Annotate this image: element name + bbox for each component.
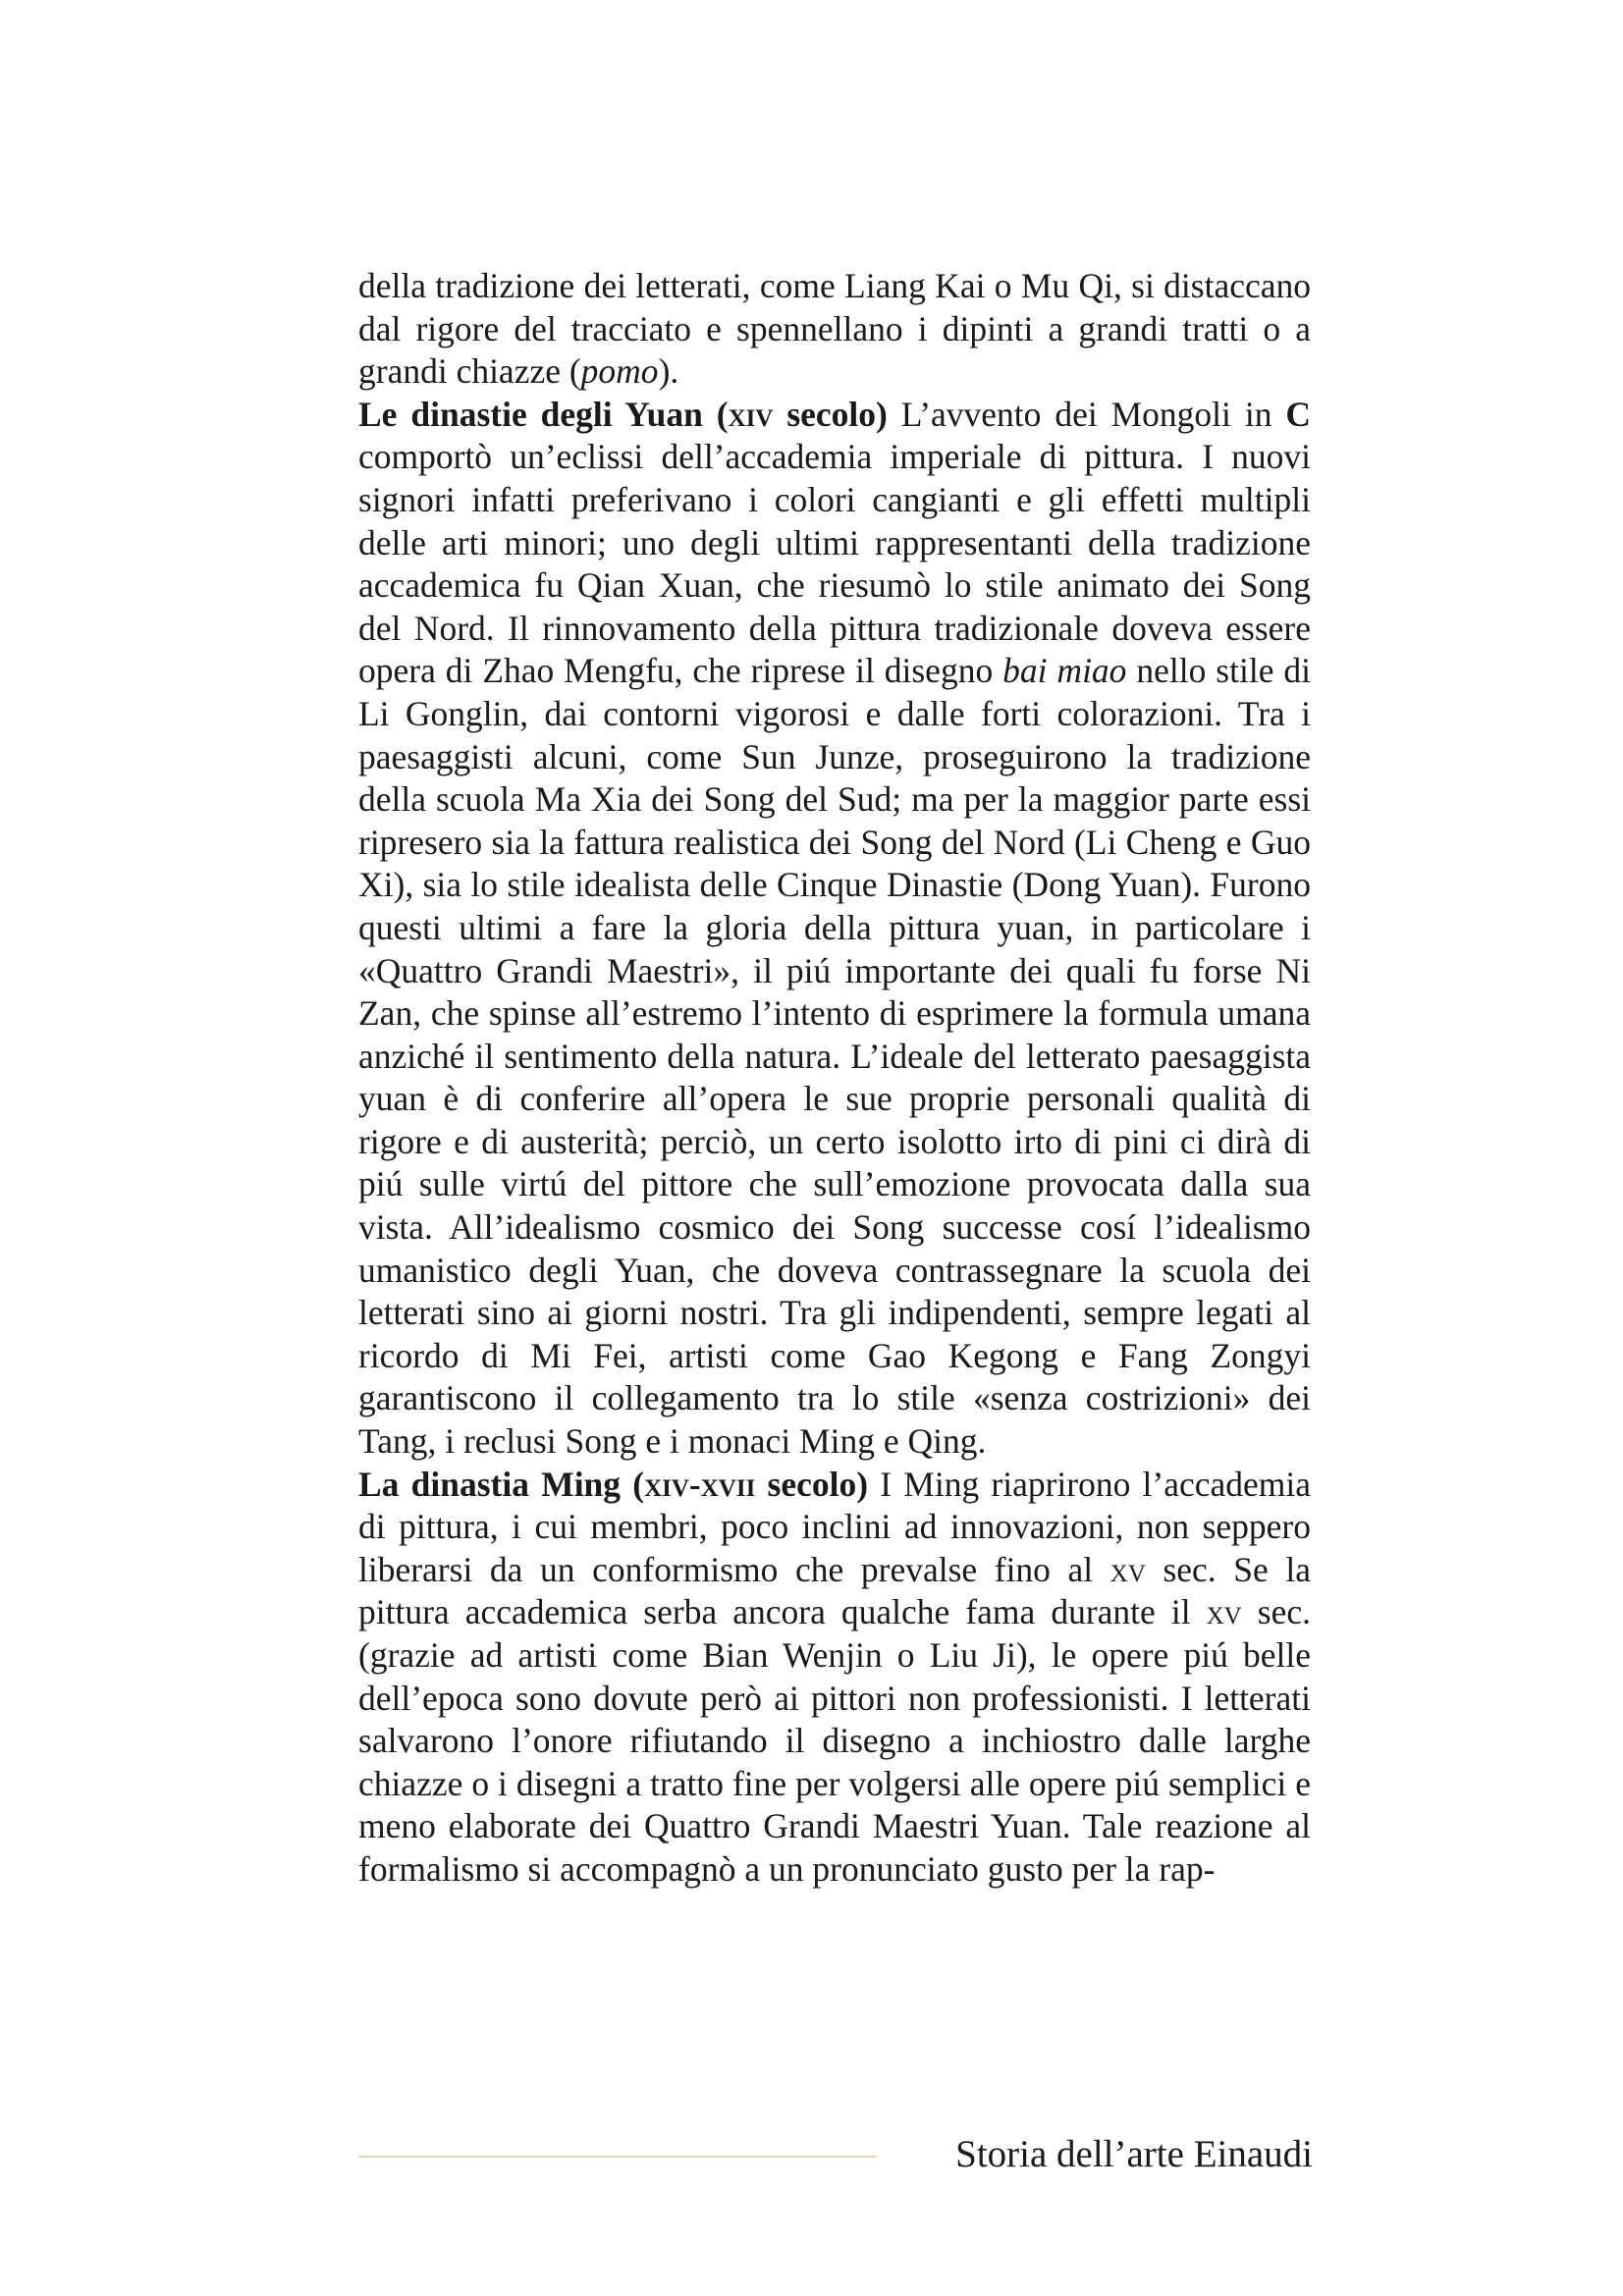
- paragraph-ming: [358, 1464, 1311, 1892]
- footer-rule: [358, 2156, 877, 2158]
- yuan-text: comportò un’eclissi dell’accademia imperiale di pittura. I nuovi signori infatti preferivano i colori cangianti e gli effetti multipli delle arti minori; uno degli ultimi rappresentanti della tradizione accademica fu Qian Xuan, che riesumò lo stile animato dei Song del Nord. Il rinnovamento della pittura tradizionale doveva essere opera di Zhao Mengfu, che riprese il disegno: [358, 437, 1311, 691]
- century-numeral: xv: [1109, 1549, 1146, 1589]
- century-numeral: xiv-xvii: [644, 1464, 756, 1504]
- section-heading-yuan: Le dinastie degli Yuan (xiv secolo): [358, 394, 888, 434]
- yuan-text: L’avvento dei Mongoli in: [887, 394, 1286, 434]
- paragraph-yuan: [358, 394, 1311, 1464]
- intro-italic-term: pomo: [580, 351, 659, 392]
- ming-text: sec. (grazie ad artisti come Bian Wenjin o Liu Ji), le opere piú belle dell’epoca sono dovute però ai pittori non professionisti. I letterati salvarono l’onore rifiutando il disegno a inchiostro dalle larghe chiazze o i disegni a tratto fine per volgersi alle opere piú semplici e meno elaborate dei Quattro Grandi Maestri Yuan. Tale reazione al formalismo si accompagnò a un pronunciato gusto per la rap-: [358, 1592, 1311, 1889]
- intro-text: della tradizione dei letterati, come Liang Kai o Mu Qi, si distaccano dal rigore del tracciato e spennellano i dipinti a grandi tratti o a grandi chiazze (: [358, 266, 1311, 392]
- footer-title: Storia dell’arte Einaudi: [955, 2133, 1313, 2175]
- yuan-italic-term: bai miao: [1002, 651, 1127, 691]
- century-numeral: xv: [1206, 1592, 1242, 1632]
- cross-reference-c: C: [1285, 394, 1311, 434]
- century-numeral: xiv: [728, 394, 774, 434]
- intro-text-end: ).: [658, 351, 679, 392]
- ming-text: sec. Se la pittura accademica serba ancora qualche fama durante il: [358, 1549, 1311, 1632]
- section-heading-ming: La dinastia Ming (xiv-xvii secolo): [358, 1464, 869, 1504]
- body-text: [358, 265, 1311, 1892]
- yuan-text: nello stile di Li Gonglin, dai contorni vigorosi e dalle forti colorazioni. Tra i paesaggisti alcuni, come Sun Junze, proseguirono la tradizione della scuola Ma Xia dei Song del Sud; ma per la maggior parte essi ripresero sia la fattura realistica dei Song del Nord (Li Cheng e Guo Xi), sia lo stile idealista delle Cinque Dinastie (Dong Yuan). Furono questi ultimi a fare la gloria della pittura yuan, in particolare i «Quattro Grandi Maestri», il piú importante dei quali fu forse Ni Zan, che spinse all’estremo l’intento di esprimere la formula umana anziché il sentimento della natura. L’ideale del letterato paesaggista yuan è di conferire all’opera le sue proprie personali qualità di rigore e di austerità; perciò, un certo isolotto irto di pini ci dirà di piú sulle virtú del pittore che sull’emozione provocata dalla sua vista. All’idealismo cosmico dei Song successe cosí l’idealismo umanistico degli Yuan, che doveva contrassegnare la scuola dei letterati sino ai giorni nostri. Tra gli indipendenti, sempre legati al ricordo di Mi Fei, artisti come Gao Kegong e Fang Zongyi garantiscono il collegamento tra lo stile «senza costrizioni» dei Tang, i reclusi Song e i monaci Ming e Qing.: [358, 651, 1311, 1462]
- paragraph-intro: [358, 265, 1311, 394]
- ming-text: I Ming riaprirono l’accademia di pittura, i cui membri, poco inclini ad innovazioni, non seppero liberarsi da un conformismo che prevalse fino al: [358, 1464, 1311, 1589]
